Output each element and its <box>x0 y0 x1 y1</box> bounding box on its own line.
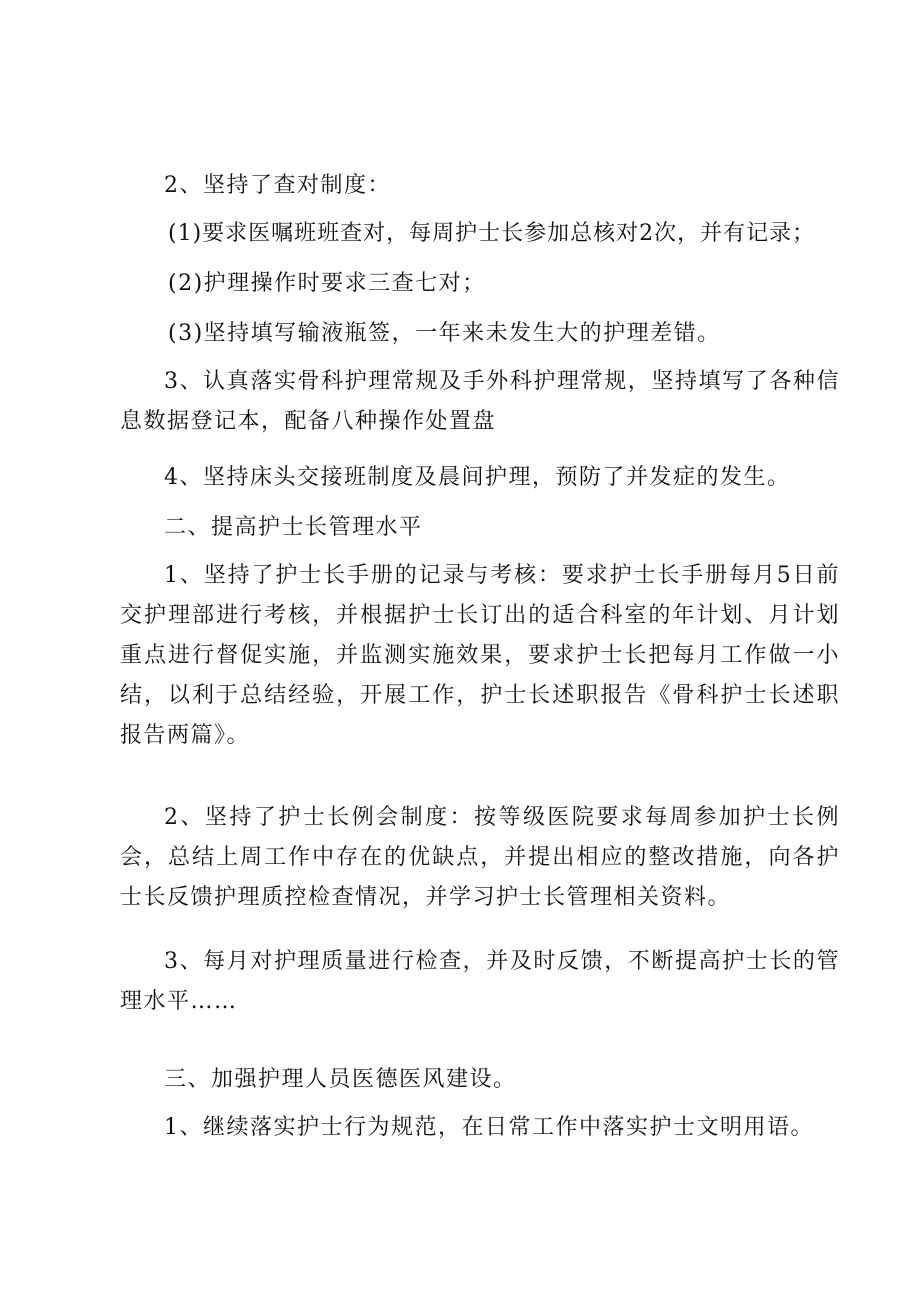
paragraph-bedside-handover: 4、坚持床头交接班制度及晨间护理，预防了并发症的发生。 <box>164 465 791 490</box>
paragraph-checking-system: 2、坚持了查对制度： <box>164 173 391 198</box>
section-heading-2: 二、提高护士长管理水平 <box>164 515 423 540</box>
paragraph-conduct-standards: 1、继续落实护士行为规范，在日常工作中落实护士文明用语。 <box>164 1115 814 1140</box>
paragraph-nursing-routine: 3、认真落实骨科护理常规及手外科护理常规，坚持填写了各种信息数据登记本，配备八种操作处置盘 <box>120 369 840 434</box>
section-heading-3: 三、加强护理人员医德医风建设。 <box>164 1067 517 1092</box>
paragraph-monthly-inspection: 3、每月对护理质量进行检查，并及时反馈，不断提高护士长的管理水平…… <box>120 949 840 1014</box>
paragraph-head-nurse-meeting: 2、坚持了护士长例会制度：按等级医院要求每周参加护士长例会，总结上周工作中存在的优缺点，并提出相应的整改措施，向各护士长反馈护理质控检查情况，并学习护士长管理相关资料。 <box>120 805 840 910</box>
paragraph-item-3: (3)坚持填写输液瓶签，一年来未发生大的护理差错。 <box>168 321 721 346</box>
paragraph-item-2: (2)护理操作时要求三查七对； <box>168 271 486 296</box>
paragraph-head-nurse-manual: 1、坚持了护士长手册的记录与考核：要求护士长手册每月5日前交护理部进行考核，并根据护士长订出的适合科室的年计划、月计划重点进行督促实施，并监测实施效果，要求护士长把每月工作做一小结，以利于总结经验，开展工作，护士长述职报告《骨科护士长述职报告两篇》。 <box>120 563 840 748</box>
paragraph-item-1: (1)要求医嘱班班查对，每周护士长参加总核对2次，并有记录； <box>168 221 816 246</box>
